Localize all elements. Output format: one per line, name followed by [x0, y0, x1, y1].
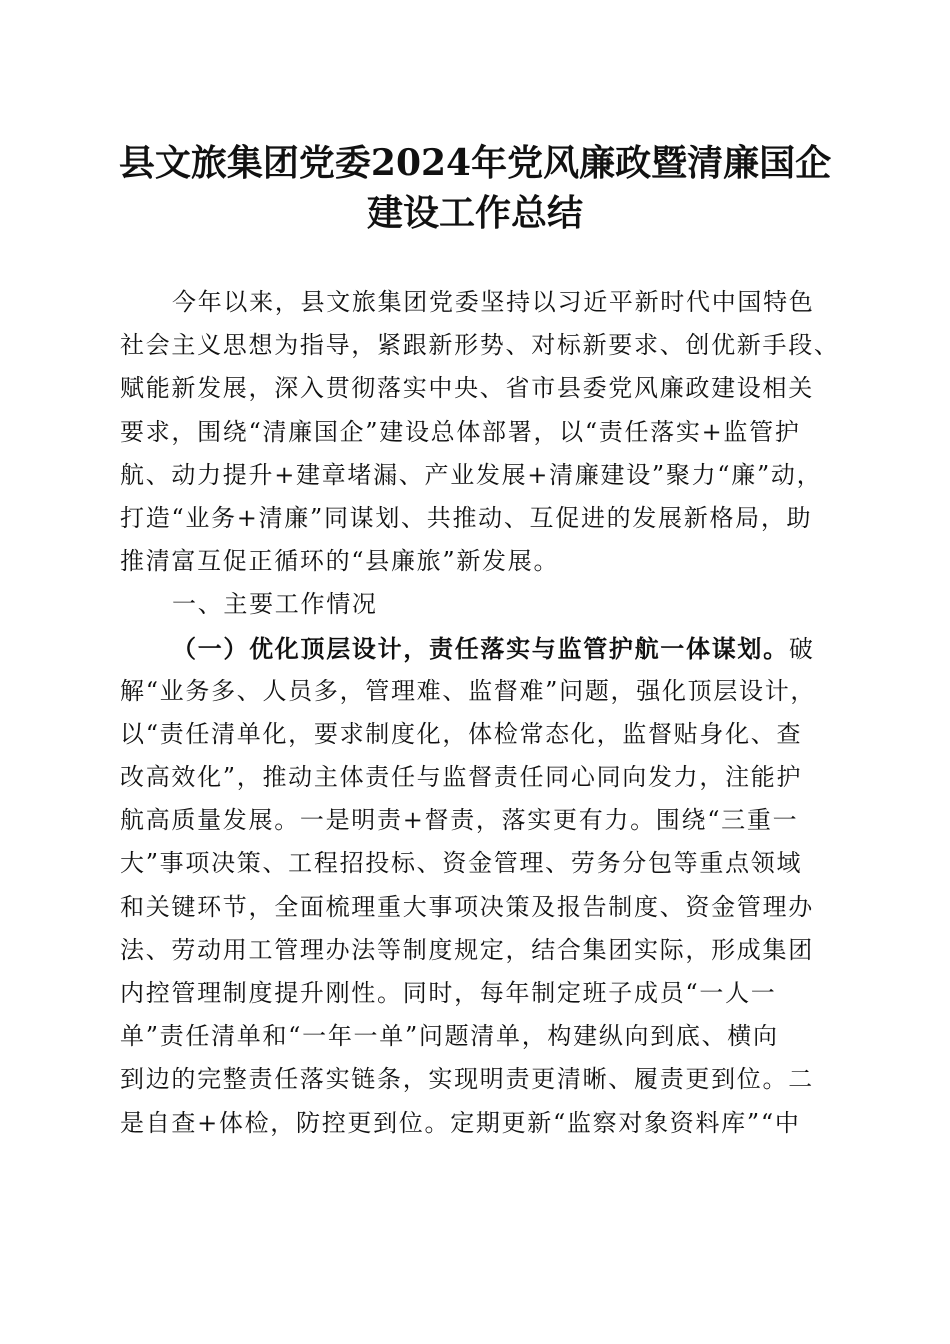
intro-line: 赋能新发展，深入贯彻落实中央、省市县委党风廉政建设相关: [120, 374, 814, 403]
intro-line: 航、动力提升+建章堵漏、产业发展+清廉建设”聚力“廉”动，: [120, 460, 823, 489]
body-line: 航高质量发展。一是明责+督责，落实更有力。围绕“三重一: [120, 806, 799, 835]
body-line: 大”事项决策、工程招投标、资金管理、劳务分包等重点领域: [120, 849, 803, 878]
body-line: 以“责任清单化，要求制度化，体检常态化，监督贴身化、查: [120, 719, 803, 748]
document-title: [100, 138, 850, 238]
intro-line: 社会主义思想为指导，紧跟新形势、对标新要求、创优新手段、: [120, 331, 840, 360]
body-line: 改高效化”，推动主体责任与监督责任同心同向发力，注能护: [120, 763, 803, 792]
body-line: 和关键环节，全面梳理重大事项决策及报告制度、资金管理办: [120, 892, 814, 921]
body-line: 是自查+体检，防控更到位。定期更新“监察对象资料库”“中: [120, 1108, 801, 1137]
intro-line: 要求，围绕“清廉国企”建设总体部署，以“责任落实+监管护: [120, 417, 801, 446]
body-line: 解“业务多、人员多，管理难、监督难”问题，强化顶层设计，: [120, 676, 817, 705]
intro-line: 今年以来，县文旅集团党委坚持以习近平新时代中国特色: [172, 288, 815, 316]
body-line: 内控管理制度提升刚性。同时，每年制定班子成员“一人一: [120, 979, 777, 1007]
body-line: 法、劳动用工管理办法等制度规定，结合集团实际，形成集团: [120, 935, 814, 964]
section-heading: 一、主要工作情况: [172, 590, 378, 619]
subsection-first-line-rest: 破: [788, 634, 815, 663]
subsection-first-line: [120, 627, 836, 670]
title-line-2: 建设工作总结: [366, 192, 583, 234]
title-line-1: 县文旅集团党委2024年党风廉政暨清廉国企: [118, 142, 832, 184]
document-body: [120, 281, 840, 1145]
intro-line: 推清富互促正循环的“县廉旅”新发展。: [120, 547, 560, 576]
intro-line: 打造“业务+清廉”同谋划、共推动、互促进的发展新格局，助: [120, 503, 813, 532]
subsection-heading: （一）优化顶层设计，责任落实与监管护航一体谋划。: [172, 633, 789, 663]
body-line: 到边的完整责任落实链条，实现明责更清晰、履责更到位。二: [120, 1065, 814, 1094]
body-line: 单”责任清单和“一年一单”问题清单，构建纵向到底、横向: [120, 1022, 779, 1051]
